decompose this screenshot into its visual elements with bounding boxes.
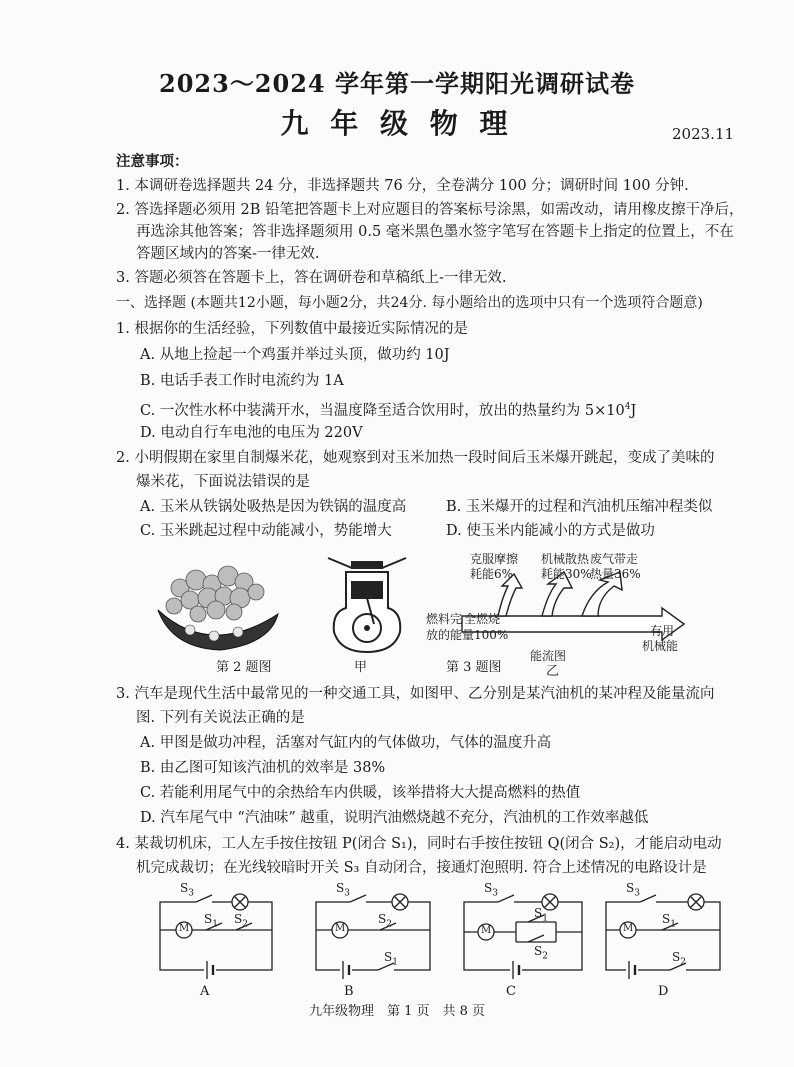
output-label-2: 机械能 [642, 639, 679, 653]
circuit-b-label: B [344, 984, 354, 999]
q4-stem-2: 机完成裁切；在光线较暗时开关 S₃ 自动闭合，接通灯泡照明. 符合上述情况的电路设计是 [136, 860, 707, 876]
loss-friction-2: 耗能6% [470, 567, 514, 581]
circuit-a-s3: $S_3$ [180, 881, 194, 899]
circuit-a-motor: M [179, 923, 190, 934]
exam-title: 2023～2024 学年第一学期阳光调研试卷 [159, 69, 635, 98]
q3-option-d: D. 汽车尾气中 “汽油味” 越重，说明汽油燃烧越不充分，汽油机的工作效率越低 [140, 810, 649, 826]
q2-stem-1: 2. 小明假期在家里自制爆米花，她观察到对玉米加热一段时间后玉米爆开跳起，变成了美味的 [116, 450, 715, 466]
q1-option-d: D. 电动自行车电池的电压为 220V [140, 425, 363, 441]
circuit-b-s1: $S_1$ [384, 950, 398, 968]
q1-stem: 1. 根据你的生活经验，下列数值中最接近实际情况的是 [116, 321, 468, 337]
note-3: 3. 答题必须答在答题卡上，答在调研卷和草稿纸上-一律无效. [116, 270, 507, 286]
section-1-heading: 一、选择题 (本题共12小题，每小题2分，共24分. 每小题给出的选项中只有一个选项符合题意) [116, 295, 703, 311]
q1-option-c: C. 一次性水杯中装满开水，当温度降至适合饮用时，放出的热量约为 $5\times 10^4J$ [140, 402, 637, 419]
engine-stroke-diagram [322, 548, 412, 658]
page-footer: 九年级物理 第 1 页 共 8 页 [308, 1004, 486, 1019]
note-1: 1. 本调研卷选择题共 24 分，非选择题共 76 分，全卷满分 100 分；调研时间 100 分钟. [116, 178, 689, 194]
q2-option-d: D. 使玉米内能减小的方式是做功 [446, 523, 655, 539]
q3-option-b: B. 由乙图可知该汽油机的效率是 38% [140, 760, 386, 776]
circuit-b-motor: M [335, 923, 346, 934]
circuit-a-label: A [200, 984, 210, 999]
input-label-2: 全燃烧 [464, 612, 501, 626]
circuit-c-s2: $S_2$ [534, 944, 548, 962]
loss-heat-2: 耗能30% [541, 567, 592, 581]
circuit-c-label: C [506, 984, 516, 999]
q3-stem-2: 图. 下列有关说法正确的是 [136, 710, 305, 726]
q3-option-a: A. 甲图是做功冲程，活塞对气缸内的气体做功，气体的温度升高 [140, 735, 552, 751]
circuit-c-s1: $S_1$ [534, 906, 548, 924]
q3-option-c: C. 若能利用尾气中的余热给车内供暖，该举措将大大提高燃料的热值 [140, 785, 581, 801]
q2-option-a: A. 玉米从铁锅处吸热是因为铁锅的温度高 [140, 499, 407, 515]
circuit-b-s3: $S_3$ [336, 881, 350, 899]
circuit-d-s3: $S_3$ [626, 881, 640, 899]
fig-yi-caption: 乙 [546, 664, 560, 679]
notes-heading: 注意事项： [116, 153, 189, 170]
exam-date: 2023.11 [672, 125, 735, 143]
note-2c: 答题区域内的答案-一律无效. [136, 246, 320, 262]
circuit-d-label: D [658, 984, 669, 999]
circuit-c-s3: $S_3$ [484, 881, 498, 899]
loss-heat-1: 机械散热 [541, 552, 590, 566]
input-label-3: 放的能量100% [426, 628, 509, 642]
q1-option-b: B. 电话手表工作时电流约为 1A [140, 373, 344, 389]
subject-title: 九 年 级 物 理 [280, 107, 514, 140]
fig3-caption: 第 3 题图 [446, 660, 502, 675]
popcorn-image [150, 548, 290, 658]
loss-friction-1: 克服摩擦 [470, 552, 519, 566]
note-2b: 再选涂其他答案；答非选择题须用 0.5 毫米黑色墨水签字笔写在答题卡上指定的位置上，不在 [136, 224, 734, 240]
input-label-1: 燃料完 [426, 612, 463, 626]
output-label-1: 有用 [650, 624, 675, 638]
loss-exhaust-2: 热量36% [590, 567, 641, 581]
loss-exhaust-1: 废气带走 [590, 552, 639, 566]
circuit-b-s2: $S_2$ [378, 912, 392, 930]
circuit-a-s2: $S_2$ [234, 912, 248, 930]
circuit-a-s1: $S_1$ [204, 912, 218, 930]
circuit-d-s1: $S_1$ [662, 912, 676, 930]
circuit-d-s2: $S_2$ [672, 950, 686, 968]
q2-option-c: C. 玉米跳起过程中动能减小，势能增大 [140, 523, 392, 539]
q1-option-a: A. 从地上捡起一个鸡蛋并举过头顶，做功约 10J [140, 347, 450, 363]
q3-stem-1: 3. 汽车是现代生活中最常见的一种交通工具，如图甲、乙分别是某汽油机的某冲程及能量流向 [116, 686, 715, 702]
note-2a: 2. 答选择题必须用 2B 铅笔把答题卡上对应题目的答案标号涂黑，如需改动，请用橡皮擦干净后， [116, 202, 744, 218]
circuit-d-motor: M [623, 923, 634, 934]
q2-option-b: B. 玉米爆开的过程和汽油机压缩冲程类似 [446, 499, 713, 515]
q4-stem-1: 4. 某裁切机床，工人左手按住按钮 P(闭合 S₁)，同时右手按住按钮 Q(闭合 S₂)，才能启动电动 [116, 836, 722, 852]
fig-jia-caption: 甲 [354, 660, 368, 675]
fig2-caption: 第 2 题图 [216, 660, 272, 675]
energy-flow-label: 能流图 [530, 649, 567, 663]
circuit-c-motor: M [481, 925, 492, 936]
q2-stem-2: 爆米花，下面说法错误的是 [136, 474, 310, 490]
